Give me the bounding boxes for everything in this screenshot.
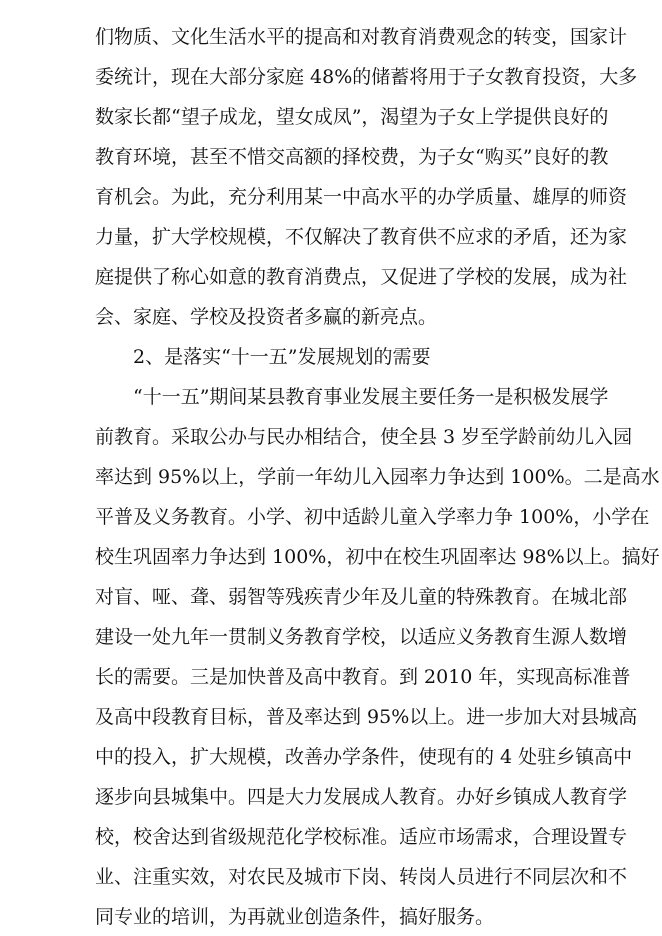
paragraph-last-line: 同专业的培训，为再就业创造条件，搞好服务。	[95, 906, 495, 928]
text-line: 力量，扩大学校规模，不仅解决了教育供不应求的矛盾，还为家	[95, 226, 628, 248]
paragraph-last-line: 会、家庭、学校及投资者多赢的新亮点。	[95, 306, 438, 328]
text-line: 们物质、文化生活水平的提高和对教育消费观念的转变，国家计	[95, 26, 628, 48]
text-line: 庭提供了称心如意的教育消费点，又促进了学校的发展，成为社	[95, 266, 628, 288]
text-line: 数家长都“望子成龙，望女成凤”，渴望为子女上学提供良好的	[95, 106, 609, 128]
text-line: 育机会。为此，充分利用某一中高水平的办学质量、雄厚的师资	[95, 186, 628, 208]
text-line: 对盲、哑、聋、弱智等残疾青少年及儿童的特殊教育。在城北部	[95, 586, 628, 608]
text-line: 业、注重实效，对农民及城市下岗、转岗人员进行不同层次和不	[95, 866, 628, 888]
paragraph-first-line: “十一五”期间某县教育事业发展主要任务一是积极发展学	[133, 386, 609, 408]
text-line: 逐步向县城集中。四是大力发展成人教育。办好乡镇成人教育学	[95, 786, 628, 808]
text-line: 及高中段教育目标，普及率达到 95%以上。进一步加大对县城高	[95, 706, 638, 728]
text-line: 平普及义务教育。小学、初中适龄儿童入学率力争 100%，小学在	[95, 506, 650, 528]
text-line: 校生巩固率力争达到 100%，初中在校生巩固率达 98%以上。搞好	[95, 546, 660, 568]
text-line: 率达到 95%以上，学前一年幼儿入园率力争达到 100%。二是高水	[95, 466, 660, 488]
text-line: 建设一处九年一贯制义务教育学校，以适应义务教育生源人数增	[95, 626, 628, 648]
text-line: 委统计，现在大部分家庭 48%的储蓄将用于子女教育投资，大多	[95, 66, 638, 88]
text-line: 前教育。采取公办与民办相结合，使全县 3 岁至学龄前幼儿入园	[95, 426, 633, 448]
text-line: 教育环境，甚至不惜交高额的择校费，为子女“购买”良好的教	[95, 146, 609, 168]
text-line: 中的投入，扩大规模，改善办学条件，使现有的 4 处驻乡镇高中	[95, 746, 633, 768]
section-heading: 2、是落实“十一五”发展规划的需要	[133, 346, 431, 368]
text-line: 长的需要。三是加快普及高中教育。到 2010 年，实现高标准普	[95, 666, 631, 688]
text-line: 校，校舍达到省级规范化学校标准。适应市场需求，合理设置专	[95, 826, 628, 848]
